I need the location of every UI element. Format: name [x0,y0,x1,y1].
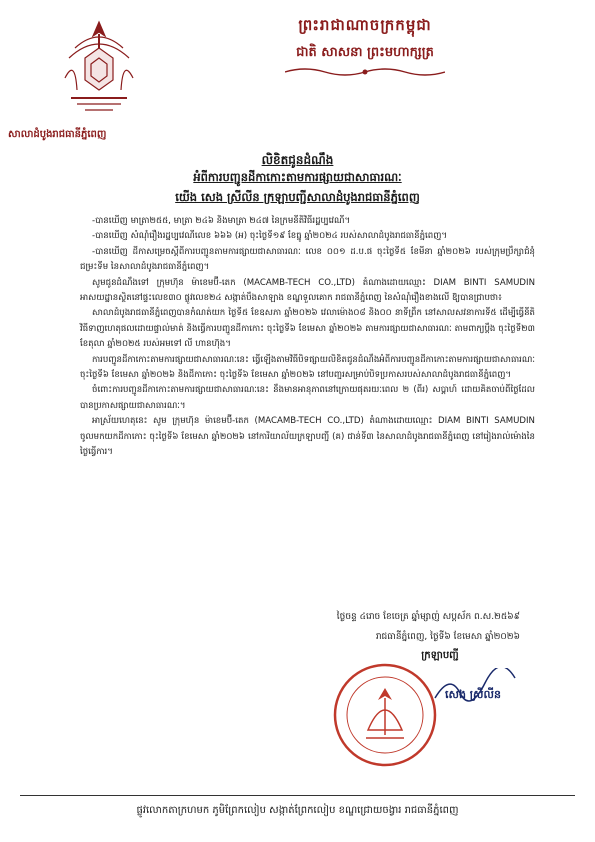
body-paragraph: -បានឃើញ សំណុំរឿងរដ្ឋប្បវេណីលេខ ៦៦៦ (អ) ចុះថ្ងៃទី១៩ ខែធ្នូ ឆ្នាំ២០២៤ របស់សាលាដំបូងរាជធានីភ្នំពេញ។ [92,231,448,242]
footer-address: ផ្លូវលោកតាក្រហមក ភូមិព្រែកលៀប សង្កាត់ព្រែកលៀប ខណ្ឌជ្រោយចង្វារ រាជធានីភ្នំពេញ [136,805,459,816]
court-name: សាលាដំបូងរាជធានីភ្នំពេញ [8,129,107,140]
signer-title: ក្រឡាបញ្ជី [421,650,459,661]
body-paragraph: -បានឃើញ ដីកាសម្រេចស្ដីពីការបញ្ជូនតាមការផ្សាយជាសាធារណៈ លេខ ០០១ ដ.ប.ផ ចុះថ្ងៃទី៥ ខែមីនា ឆ្នាំ២០២៦ របស់ក្រុមប្រឹក្សាជំនុំជម្រះទីម នៃសាលាដំបូងរាជធានីភ្នំពេញ។ [80,246,535,273]
signer-name: សេង ស្រីលីន [445,688,501,701]
body-paragraph: សូមជូនដំណឹងទៅ ក្រុមហ៊ុន ម៉ាខេមប៊ី-តេក (MACAMB-TECH CO.,LTD) តំណាងដោយឈ្មោះ DIAM BINTI SAMUDIN អាសយដ្ឋានស្ថិតនៅផ្ទះលេខ៣០ ផ្លូវលេខ២៤ សង្កាត់បឹងសាឡាង ខណ្ឌទួលគោក រាជធានីភ្នំពេញ នៃសំណុំរឿងខាងលើ ឱ្យបានជ្រាបថា៖ [80,277,535,304]
body-paragraph: ចំពោះការបញ្ជូនដីកាកោះតាមការផ្សាយជាសាធារណៈនេះ នឹងមានអានុភាពនៅក្រោយផុតរយៈពេល ២ (ពីរ) សប្ដាហ៍ ដោយគិតចាប់ពីថ្ងៃដែលបានប្រកាសផ្សាយជាសាធារណៈ។ [80,385,535,411]
body-paragraph: -បានឃើញ មាត្រា២៥៥, មាត្រា ២៤៦ និងមាត្រា ២៤៧ នៃក្រមនីតិវិធីរដ្ឋប្បវេណី។ [92,216,351,226]
document-title: លិខិតជូនដំណឹង [261,153,334,167]
national-motto: ជាតិ សាសនា ព្រះមហាក្សត្រ [296,45,434,60]
royal-coat-of-arms-icon [55,18,143,118]
document-body [80,214,535,461]
lunar-date: ថ្ងៃចន្ទ ៤រោច ខែចេត្រ ឆ្នាំម្សាញ់ សប្ដស័ក ព.ស.២៥៦៩ [336,612,520,622]
ornament-divider-icon [285,66,445,78]
court-seal-icon [330,660,440,770]
body-paragraph: សាលាដំបូងរាជធានីភ្នំពេញបានកំណត់យក ថ្ងៃទី៥ ខែឧសភា ឆ្នាំ២០២៦ វេលាម៉ោង០៨ និង០០ នាទីព្រឹក នៅសាលសវនាការទី៥ ដើម្បីធ្វើនីតិវិធីទាញហេតុផលដោយផ្ទាល់មាត់ និងធ្វើការបញ្ជូនដីកាកោះ ចុះថ្ងៃទី៦ ខែមេសា ឆ្នាំ២០២៦ តាមការផ្សាយជាសាធារណៈ តាមពាក្យប្ដឹង ចុះថ្ងៃទី២៣ ខែតុលា ឆ្នាំ២០២៥ របស់អមទៅ លី ហានហ៊ុង។ [80,308,535,350]
place-and-date: រាជធានីភ្នំពេញ, ថ្ងៃទី៦ ខែមេសា ឆ្នាំ២០២៦ [375,632,520,642]
body-paragraph: អាស្រ័យហេតុនេះ សូម ក្រុមហ៊ុន ម៉ាខេមប៊ី-តេក (MACAMB-TECH CO.,LTD) តំណាងដោយឈ្មោះ DIAM BINTI SAMUDIN ចូលមកយកដីកាកោះ ចុះថ្ងៃទី៦ ខែមេសា ឆ្នាំ២០២៦ នៅការិយាល័យក្រឡាបញ្ជី (គ) ជាន់ទី៣ នៃសាលាដំបូងរាជធានីភ្នំពេញ នៅរៀងរាល់ម៉ោងនៃថ្ងៃធ្វើការ។ [80,416,535,458]
body-paragraph: ការបញ្ជូនដីកាកោះតាមការផ្សាយជាសាធារណៈនេះ ធ្វើឡើងតាមវិធីបិទផ្សាយលិខិតជូនដំណឹងអំពីការបញ្ជូនដីកាកោះតាមការផ្សាយជាសាធារណៈ ចុះថ្ងៃទី៦ ខែមេសា ឆ្នាំ២០២៦ និងដីកាកោះ ចុះថ្ងៃទី៦ ខែមេសា ឆ្នាំ២០២៦ នៅបញ្ជរសម្រាប់បិទប្រកាសរបស់សាលាដំបូងរាជធានីភ្នំពេញ។ [80,354,535,381]
kingdom-heading: ព្រះរាជាណាចក្រកម្ពុជា [298,16,432,34]
document-issuer-line: យើង សេង ស្រីលីន ក្រឡាបញ្ជីសាលាដំបូងរាជធានីភ្នំពេញ [175,190,420,204]
footer-divider [20,795,575,796]
document-subtitle: អំពីការបញ្ជូនដីកាកោះតាមការផ្សាយជាសាធារណៈ [193,170,402,184]
